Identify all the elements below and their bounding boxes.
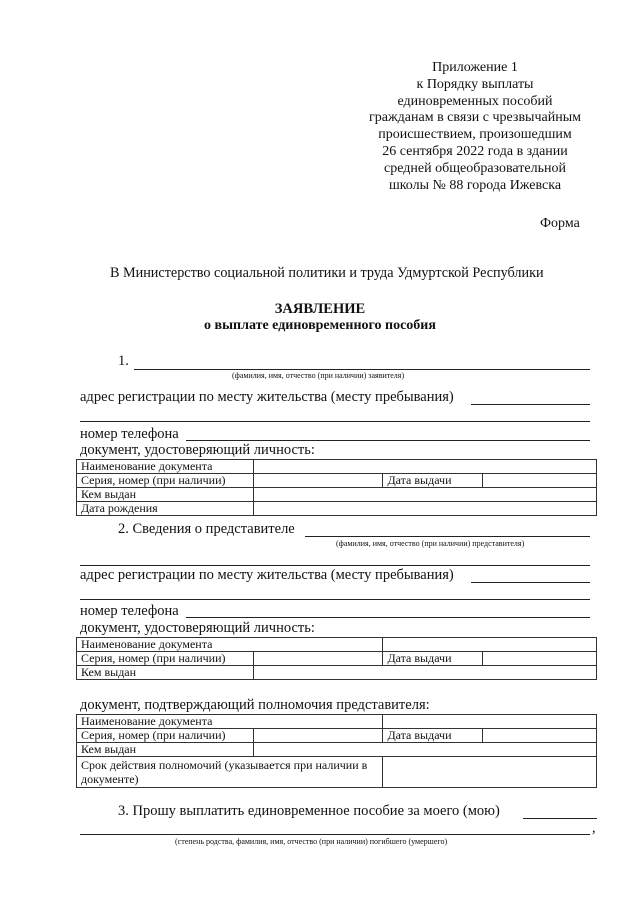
representative-fio-caption: (фамилия, имя, отчество (при наличии) представителя) xyxy=(336,539,525,548)
applicant-phone-line[interactable] xyxy=(186,440,590,441)
representative-fio-line-2[interactable] xyxy=(80,565,590,566)
issue-date-label: Дата выдачи xyxy=(383,474,483,488)
authority-validity-label: Срок действия полномочий (указывается при наличии в документе) xyxy=(77,757,383,788)
appendix-line: единовременных пособий xyxy=(397,93,553,109)
issued-by-cell[interactable] xyxy=(253,666,596,680)
authority-series-cell[interactable] xyxy=(253,729,383,743)
authority-issue-date-cell[interactable] xyxy=(483,729,597,743)
applicant-address-line[interactable] xyxy=(471,404,590,405)
appendix-line: к Порядку выплаты xyxy=(416,76,534,92)
doc-name-label: Наименование документа xyxy=(77,638,383,652)
birth-date-label: Дата рождения xyxy=(77,502,254,516)
representative-address-line[interactable] xyxy=(471,582,590,583)
appendix-line: Приложение 1 xyxy=(432,60,518,75)
birth-date-cell[interactable] xyxy=(253,502,596,516)
applicant-doc-label: документ, удостоверяющий личность: xyxy=(80,442,315,458)
issued-by-cell[interactable] xyxy=(253,488,596,502)
document-subtitle: о выплате единовременного пособия xyxy=(204,318,436,333)
issue-date-label: Дата выдачи xyxy=(383,652,483,666)
authority-validity-cell[interactable] xyxy=(383,757,597,788)
issued-by-label: Кем выдан xyxy=(77,666,254,680)
series-cell[interactable] xyxy=(253,474,383,488)
doc-name-cell[interactable] xyxy=(253,460,596,474)
applicant-phone-label: номер телефона xyxy=(80,426,179,442)
authority-series-label: Серия, номер (при наличии) xyxy=(77,729,254,743)
representative-phone-line[interactable] xyxy=(186,617,590,618)
authority-issued-by-cell[interactable] xyxy=(253,743,596,757)
representative-address-label: адрес регистрации по месту жительства (месту пребывания) xyxy=(80,567,454,583)
deceased-info-line[interactable] xyxy=(80,834,590,835)
authority-doc-name-label: Наименование документа xyxy=(77,715,383,729)
series-label: Серия, номер (при наличии) xyxy=(77,652,254,666)
representative-doc-label: документ, удостоверяющий личность: xyxy=(80,620,315,636)
document-title: ЗАЯВЛЕНИЕ xyxy=(274,301,366,317)
deceased-info-caption: (степень родства, фамилия, имя, отчество (при наличии) погибшего (умершего) xyxy=(175,837,448,846)
representative-fio-line[interactable] xyxy=(305,536,590,537)
section1-number: 1. xyxy=(118,353,129,369)
relative-line[interactable] xyxy=(523,818,597,819)
appendix-block xyxy=(340,60,610,194)
addressee: В Министерство социальной политики и труда Удмуртской Республики xyxy=(110,265,544,281)
appendix-line: школы № 88 города Ижевска xyxy=(388,177,562,193)
doc-name-cell[interactable] xyxy=(383,638,597,652)
representative-phone-label: номер телефона xyxy=(80,603,179,619)
doc-name-label: Наименование документа xyxy=(77,460,254,474)
applicant-id-table xyxy=(76,459,597,516)
applicant-address-label: адрес регистрации по месту жительства (месту пребывания) xyxy=(80,389,454,405)
applicant-fio-line[interactable] xyxy=(134,369,590,370)
section2-label: 2. Сведения о представителе xyxy=(118,521,295,537)
issue-date-cell[interactable] xyxy=(483,474,597,488)
representative-address-line-2[interactable] xyxy=(80,599,590,600)
representative-id-table xyxy=(76,637,597,680)
appendix-line: 26 сентября 2022 года в здании xyxy=(382,143,568,159)
appendix-line: происшествием, произошедшим xyxy=(378,127,572,143)
appendix-line: гражданам в связи с чрезвычайным xyxy=(369,110,581,126)
form-label: Форма xyxy=(540,216,580,231)
trailing-comma: , xyxy=(592,820,596,836)
authority-doc-label: документ, подтверждающий полномочия представителя: xyxy=(80,697,430,713)
issue-date-cell[interactable] xyxy=(483,652,597,666)
applicant-address-line-2[interactable] xyxy=(80,421,590,422)
issued-by-label: Кем выдан xyxy=(77,488,254,502)
authority-doc-name-cell[interactable] xyxy=(383,715,597,729)
applicant-fio-caption: (фамилия, имя, отчество (при наличии) заявителя) xyxy=(232,371,405,380)
section3-label: 3. Прошу выплатить единовременное пособие за моего (мою) xyxy=(118,803,500,819)
authority-issue-date-label: Дата выдачи xyxy=(383,729,483,743)
authority-doc-table xyxy=(76,714,597,788)
authority-issued-by-label: Кем выдан xyxy=(77,743,254,757)
series-cell[interactable] xyxy=(253,652,383,666)
series-label: Серия, номер (при наличии) xyxy=(77,474,254,488)
appendix-line: средней общеобразовательной xyxy=(384,160,566,176)
